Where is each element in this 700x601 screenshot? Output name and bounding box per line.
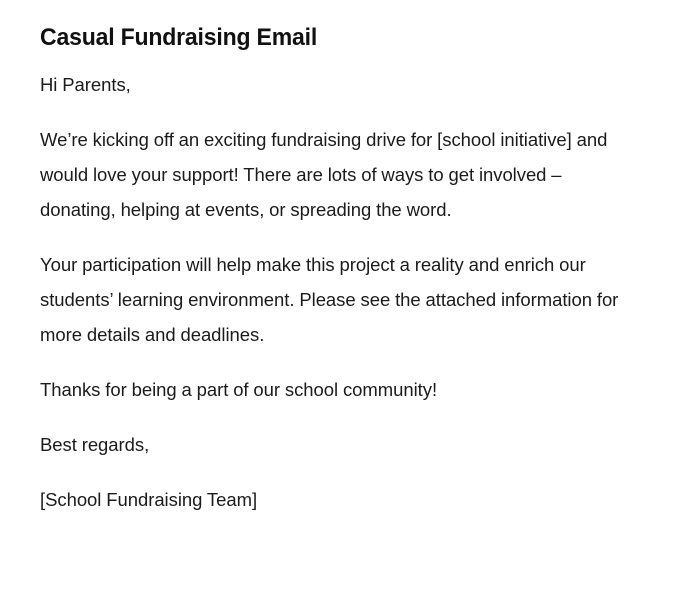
page-title: Casual Fundraising Email [40,24,318,51]
email-body [40,67,632,517]
paragraph-signature: [School Fundraising Team] [40,489,258,510]
paragraph-greeting: Hi Parents, [40,74,131,95]
paragraph-intro: We’re kicking off an exciting fundraising drive for [school initiative] and would love your support! There are lots of ways to get involved – donating, helping at events, or spreading the word. [40,129,608,220]
paragraph-thanks: Thanks for being a part of our school community! [40,379,438,400]
paragraph-impact: Your participation will help make this project a reality and enrich our students’ learning environment. Please see the attached information for more details and deadlines. [40,254,619,345]
paragraph-signoff: Best regards, [40,434,150,455]
